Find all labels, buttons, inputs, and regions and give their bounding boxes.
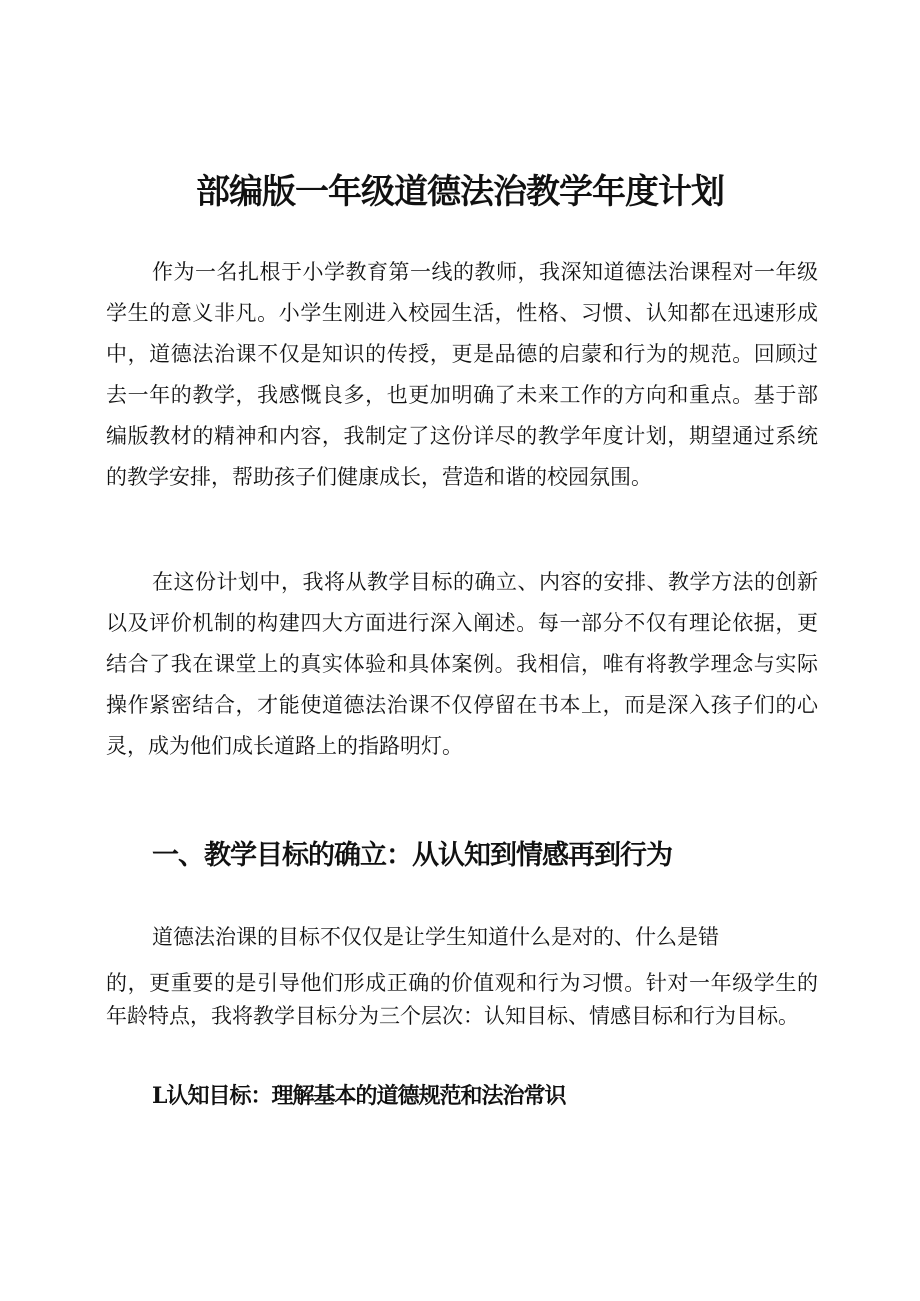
document-title: 部编版一年级道德法治教学年度计划 — [196, 172, 724, 212]
intro-paragraph-1: 作为一名扎根于小学教育第一线的教师，我深知道德法治课程对一年级学生的意义非凡。小学生刚进入校园生活，性格、习惯、认知都在迅速形成中，道德法治课不仅是知识的传授，更是品德的启蒙和行为的规范。回顾过去一年的教学，我感慨良多，也更加明确了未来工作的方向和重点。基于部编版教材的精神和内容，我制定了这份详尽的教学年度计划，期望通过系统的教学安排，帮助孩子们健康成长，营造和谐的校园氛围。 — [106, 260, 818, 489]
section-heading-1: 一、教学目标的确立：从认知到情感再到行为 — [152, 840, 672, 871]
subsection-heading-1 — [152, 1076, 565, 1117]
intro-paragraph-2: 在这份计划中，我将从教学目标的确立、内容的安排、教学方法的创新以及评价机制的构建四大方面进行深入阐述。每一部分不仅有理论依据，更结合了我在课堂上的真实体验和具体案例。我相信，唯有将教学理念与实际操作紧密结合，才能使道德法治课不仅停留在书本上，而是深入孩子们的心灵，成为他们成长道路上的指路明灯。 — [106, 570, 818, 758]
section-1-paragraph-rest: 的，更重要的是引导他们形成正确的价值观和行为习惯。针对一年级学生的年龄特点，我将教学目标分为三个层次：认知目标、情感目标和行为目标。 — [106, 971, 818, 1028]
subsection-heading-text: 认知目标：理解基本的道德规范和法治常识 — [166, 1084, 566, 1109]
section-1-paragraph-line-1: 道德法治课的目标不仅仅是让学生知道什么是对的、什么是错 — [152, 925, 719, 949]
subsection-number: L — [152, 1083, 167, 1109]
